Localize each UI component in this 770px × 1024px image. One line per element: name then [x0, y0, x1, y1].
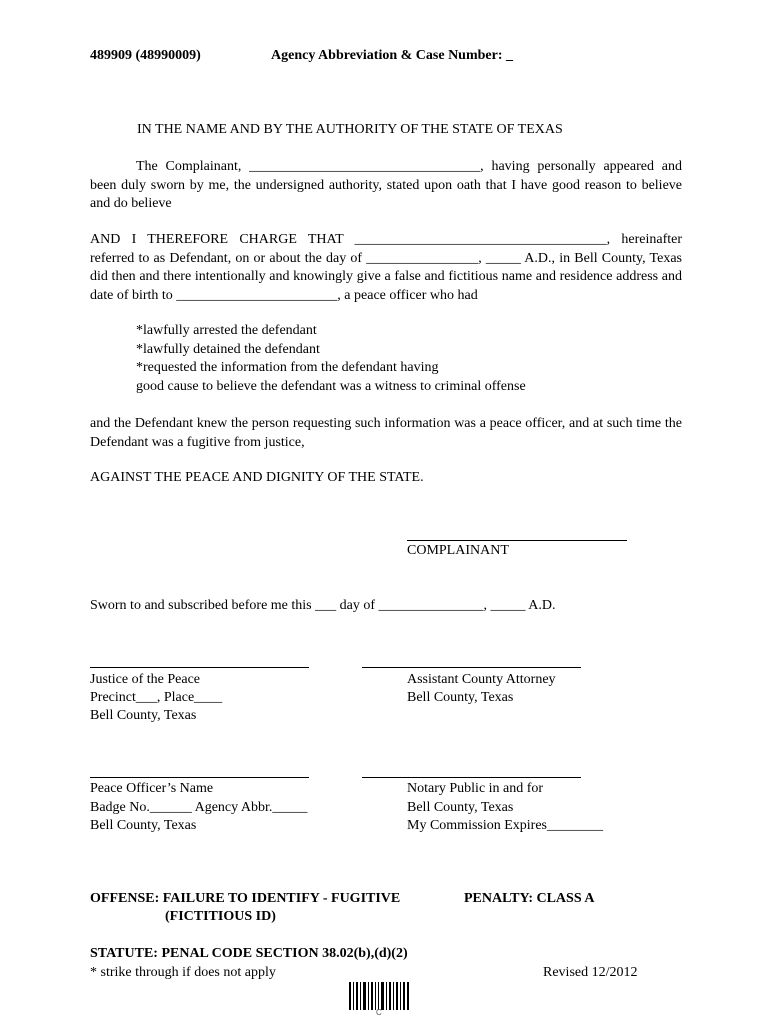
- precinct-place: Precinct___, Place____: [90, 690, 223, 705]
- statute-label: STATUTE: PENAL CODE SECTION 38.02(b),(d)(2): [90, 946, 408, 961]
- officer-county: Bell County, Texas: [90, 818, 197, 833]
- charge-paragraph: AND I THEREFORE CHARGE THAT ____________________________________, hereinafter referred to as Defendant, on or about the day of ________________, _____ A.D., in Bell County, Texas did then and there intentionally and knowingly give a false and fictitious name and residence address and date of birth to _______________________, a peace officer who had: [90, 232, 682, 303]
- barcode-caption: C: [376, 1008, 382, 1017]
- agency-case-number-label: Agency Abbreviation & Case Number: _: [271, 48, 514, 63]
- sworn-statement: Sworn to and subscribed before me this ___ day of _______________, _____ A.D.: [90, 598, 556, 613]
- against-peace-statement: AGAINST THE PEACE AND DIGNITY OF THE STATE.: [90, 470, 424, 485]
- knowledge-paragraph: and the Defendant knew the person requesting such information was a peace officer, and at such time the Defendant was a fugitive from justice,: [90, 416, 682, 450]
- bullet-good-cause: good cause to believe the defendant was a witness to criminal offense: [136, 379, 526, 394]
- penalty-label: PENALTY: CLASS A: [464, 891, 595, 906]
- bullet-lawfully-arrested: *lawfully arrested the defendant: [136, 323, 317, 338]
- bullet-requested-information: *requested the information from the defendant having: [136, 360, 439, 375]
- commission-expires: My Commission Expires________: [407, 818, 604, 833]
- notary-signature-line: [362, 777, 581, 778]
- strike-note: * strike through if does not apply: [90, 965, 276, 980]
- attorney-signature-line: [362, 667, 581, 668]
- justice-title: Justice of the Peace: [90, 672, 201, 687]
- officer-signature-line: [90, 777, 309, 778]
- offense-label: OFFENSE: FAILURE TO IDENTIFY - FUGITIVE: [90, 891, 401, 906]
- revised-date: Revised 12/2012: [543, 965, 638, 980]
- barcode: [349, 982, 409, 1020]
- complainant-paragraph: The Complainant, _________________________________, having personally appeared and been duly sworn by me, the undersigned authority, stated upon oath that I have good reason to believe and do believe: [90, 159, 682, 211]
- badge-agency: Badge No.______ Agency Abbr._____: [90, 800, 308, 815]
- authority-heading: IN THE NAME AND BY THE AUTHORITY OF THE STATE OF TEXAS: [137, 122, 563, 137]
- justice-signature-line: [90, 667, 309, 668]
- attorney-title: Assistant County Attorney: [407, 672, 556, 687]
- officer-name-label: Peace Officer’s Name: [90, 781, 214, 796]
- bullet-lawfully-detained: *lawfully detained the defendant: [136, 342, 320, 357]
- notary-title: Notary Public in and for: [407, 781, 544, 796]
- notary-county: Bell County, Texas: [407, 800, 514, 815]
- document-number: 489909 (48990009): [90, 48, 201, 63]
- offense-detail: (FICTITIOUS ID): [165, 909, 276, 924]
- justice-county: Bell County, Texas: [90, 708, 197, 723]
- complainant-signature-line: [407, 540, 627, 541]
- attorney-county: Bell County, Texas: [407, 690, 514, 705]
- complainant-label: COMPLAINANT: [407, 543, 509, 558]
